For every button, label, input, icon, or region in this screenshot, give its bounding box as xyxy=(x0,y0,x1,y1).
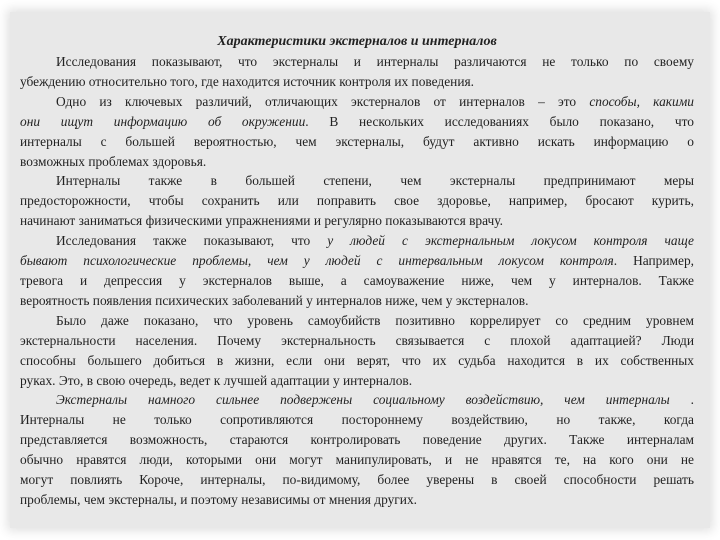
emphasized-text: они ищут информацию об окружении xyxy=(20,113,306,129)
paragraph xyxy=(20,390,694,509)
text-line: проблемы, чем экстерналы, и поэтому независимы от мнения других. xyxy=(20,491,417,507)
emphasized-text: Экстерналы намного сильнее подвержены социальному воздействию, чем интерналы xyxy=(56,392,670,408)
text-line: Одно из ключевых различий, отличающих экстерналов от интерналов – это способы, какими xyxy=(56,93,694,109)
text-line: вероятность появления психических заболеваний у интерналов ниже, чем у экстерналов. xyxy=(20,292,529,308)
text-line: Исследования также показывают, что у людей с экстернальным локусом контроля чаще xyxy=(56,233,694,249)
emphasized-text: способы, какими xyxy=(589,93,694,109)
text-line: Исследования показывают, что экстерналы и интерналы различаются не только по своему xyxy=(56,54,694,69)
text-line: они ищут информацию об окружении. В нескольких исследованиях было показано, что xyxy=(20,113,694,129)
text-line: убеждению относительно того, где находится источник контроля их поведения. xyxy=(20,73,474,89)
emphasized-text: у людей с экстернальным локусом контроля чаще xyxy=(327,233,694,249)
text-line: Интерналы не только сопротивляются постороннему воздействию, но также, когда xyxy=(20,412,694,428)
text-line: бывают психологические проблемы, чем у людей с интервальным локусом контроля. Например, xyxy=(20,253,694,269)
text-line: Интерналы также в большей степени, чем экстерналы предпринимают меры xyxy=(56,173,694,189)
text-line: начинают заниматься физическими упражнениями и регулярно показываются врачу. xyxy=(20,213,503,229)
paragraph xyxy=(20,171,694,231)
text-line: Было даже показано, что уровень самоубийств позитивно коррелирует со средним уровнем xyxy=(56,312,694,328)
text-line: интерналы с большей вероятностью, чем экстерналы, будут активно искать информацию о xyxy=(20,133,694,149)
document-title: Характеристики экстерналов и интерналов xyxy=(217,34,497,49)
paragraph xyxy=(20,52,694,92)
paragraph xyxy=(20,92,694,172)
text-line: тревога и депрессия у экстерналов выше, а самоуважение ниже, чем у интерналов. Также xyxy=(20,272,694,288)
text-line: Экстерналы намного сильнее подвержены социальному воздействию, чем интерналы . xyxy=(56,392,694,408)
paragraph xyxy=(20,231,694,311)
text-line: способны большего добиться в жизни, если они верят, что их судьба находится в их собственных xyxy=(20,352,694,368)
text-line: обычно нравятся люди, которыми они могут манипулировать, и не нравятся те, на кого они не xyxy=(20,452,694,468)
text-line: возможных проблемах здоровья. xyxy=(20,153,207,169)
slide-frame xyxy=(10,12,710,528)
text-line: руках. Это, в свою очередь, ведет к лучшей адаптации у интерналов. xyxy=(20,372,413,388)
paragraphs xyxy=(20,52,694,510)
text-line: экстернальности населения. Почему экстернальность связывается с плохой адаптацией? Люди xyxy=(20,332,694,348)
emphasized-text: бывают психологические проблемы, чем у людей с интервальным локусом контроля xyxy=(20,253,614,269)
document-page xyxy=(10,12,710,528)
paragraph xyxy=(20,311,694,391)
text-line: предосторожности, чтобы сохранить или поправить свое здоровье, например, бросают курить, xyxy=(20,193,694,209)
text-line: представляется возможность, стараются контролировать поведение других. Также интерналам xyxy=(20,432,694,448)
document-body xyxy=(20,32,694,510)
text-line: могут повлиять Короче, интерналы, по-видимому, более уверены в своей способности решать xyxy=(20,472,694,488)
